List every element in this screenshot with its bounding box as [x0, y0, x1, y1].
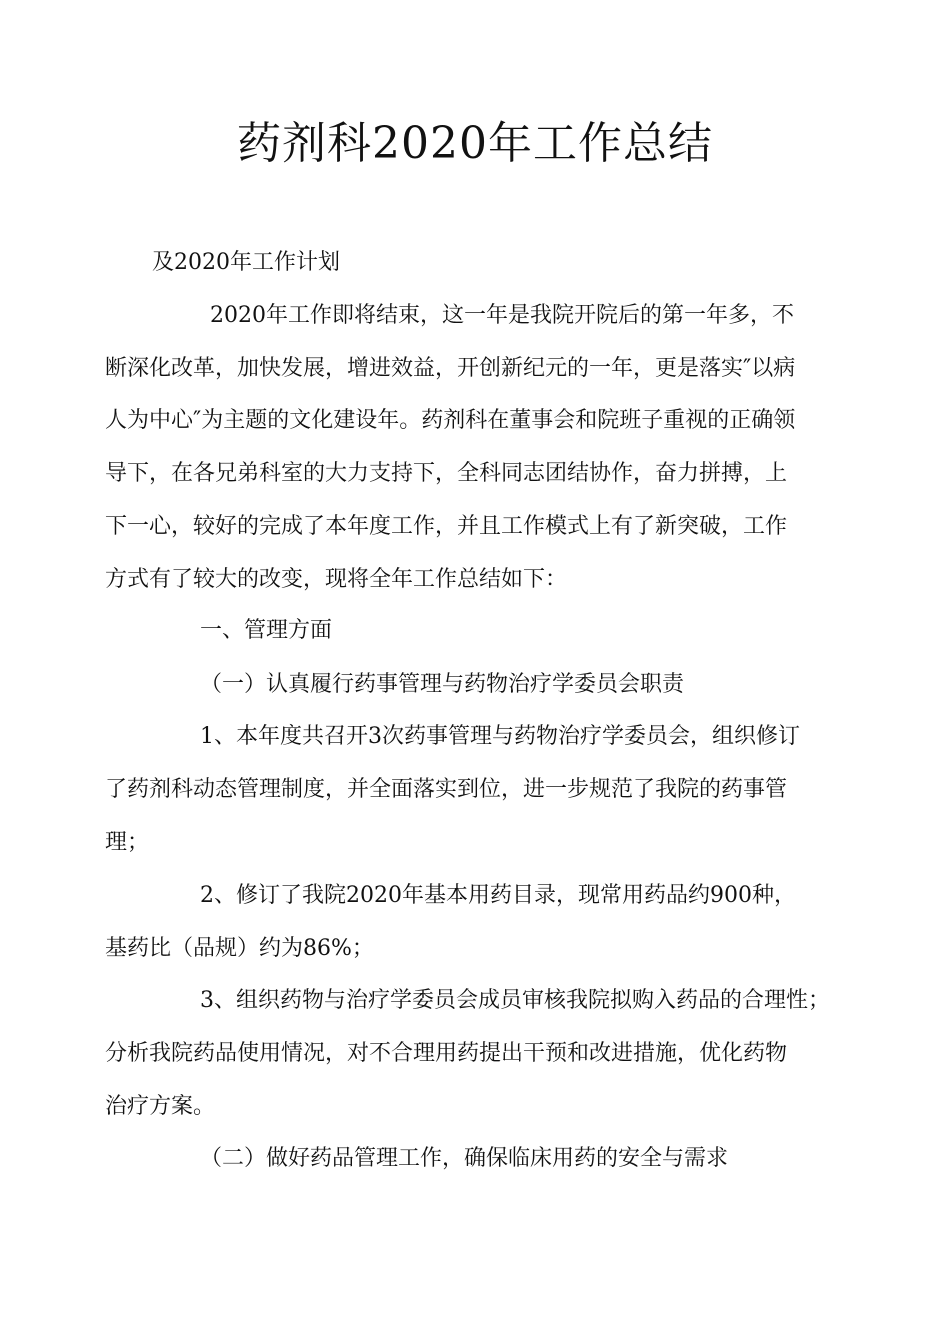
intro-line-4: 导下，在各兄弟科室的大力支持下，全科同志团结协作，奋力拼搏，上 — [105, 461, 788, 486]
intro-line-5: 下一心，较好的完成了本年度工作，并且工作模式上有了新突破，工作 — [105, 514, 788, 539]
subsection-1-heading: （一）认真履行药事管理与药物治疗学委员会职责 — [200, 672, 685, 697]
item-3-line-2: 分析我院药品使用情况，对不合理用药提出干预和改进措施，优化药物 — [105, 1041, 788, 1066]
section-1-heading: 一、管理方面 — [200, 618, 333, 643]
item-2-line-1: 2、修订了我院2020年基本用药目录，现常用药品约900种， — [200, 883, 796, 908]
item-3-line-1: 3、组织药物与治疗学委员会成员审核我院拟购入药品的合理性； — [200, 988, 830, 1013]
document-title: 药剂科2020年工作总结 — [237, 118, 713, 169]
intro-line-1: 2020年工作即将结束，这一年是我院开院后的第一年多，不 — [210, 303, 794, 328]
document-subtitle: 及2020年工作计划 — [152, 250, 340, 275]
intro-line-3: 人为中心″为主题的文化建设年。药剂科在董事会和院班子重视的正确领 — [105, 408, 796, 433]
item-1-line-2: 了药剂科动态管理制度，并全面落实到位，进一步规范了我院的药事管 — [105, 777, 788, 802]
subsection-2-heading: （二）做好药品管理工作，确保临床用药的安全与需求 — [200, 1146, 729, 1171]
intro-line-2: 断深化改革，加快发展，增进效益，开创新纪元的一年，更是落实″以病 — [105, 356, 796, 381]
item-1-line-1: 1、本年度共召开3次药事管理与药物治疗学委员会，组织修订 — [200, 724, 800, 749]
intro-line-6: 方式有了较大的改变，现将全年工作总结如下： — [105, 567, 568, 592]
item-2-line-2: 基药比（品规）约为86%； — [105, 936, 374, 961]
item-3-line-3: 治疗方案。 — [105, 1094, 216, 1119]
item-1-line-3: 理； — [105, 830, 150, 855]
